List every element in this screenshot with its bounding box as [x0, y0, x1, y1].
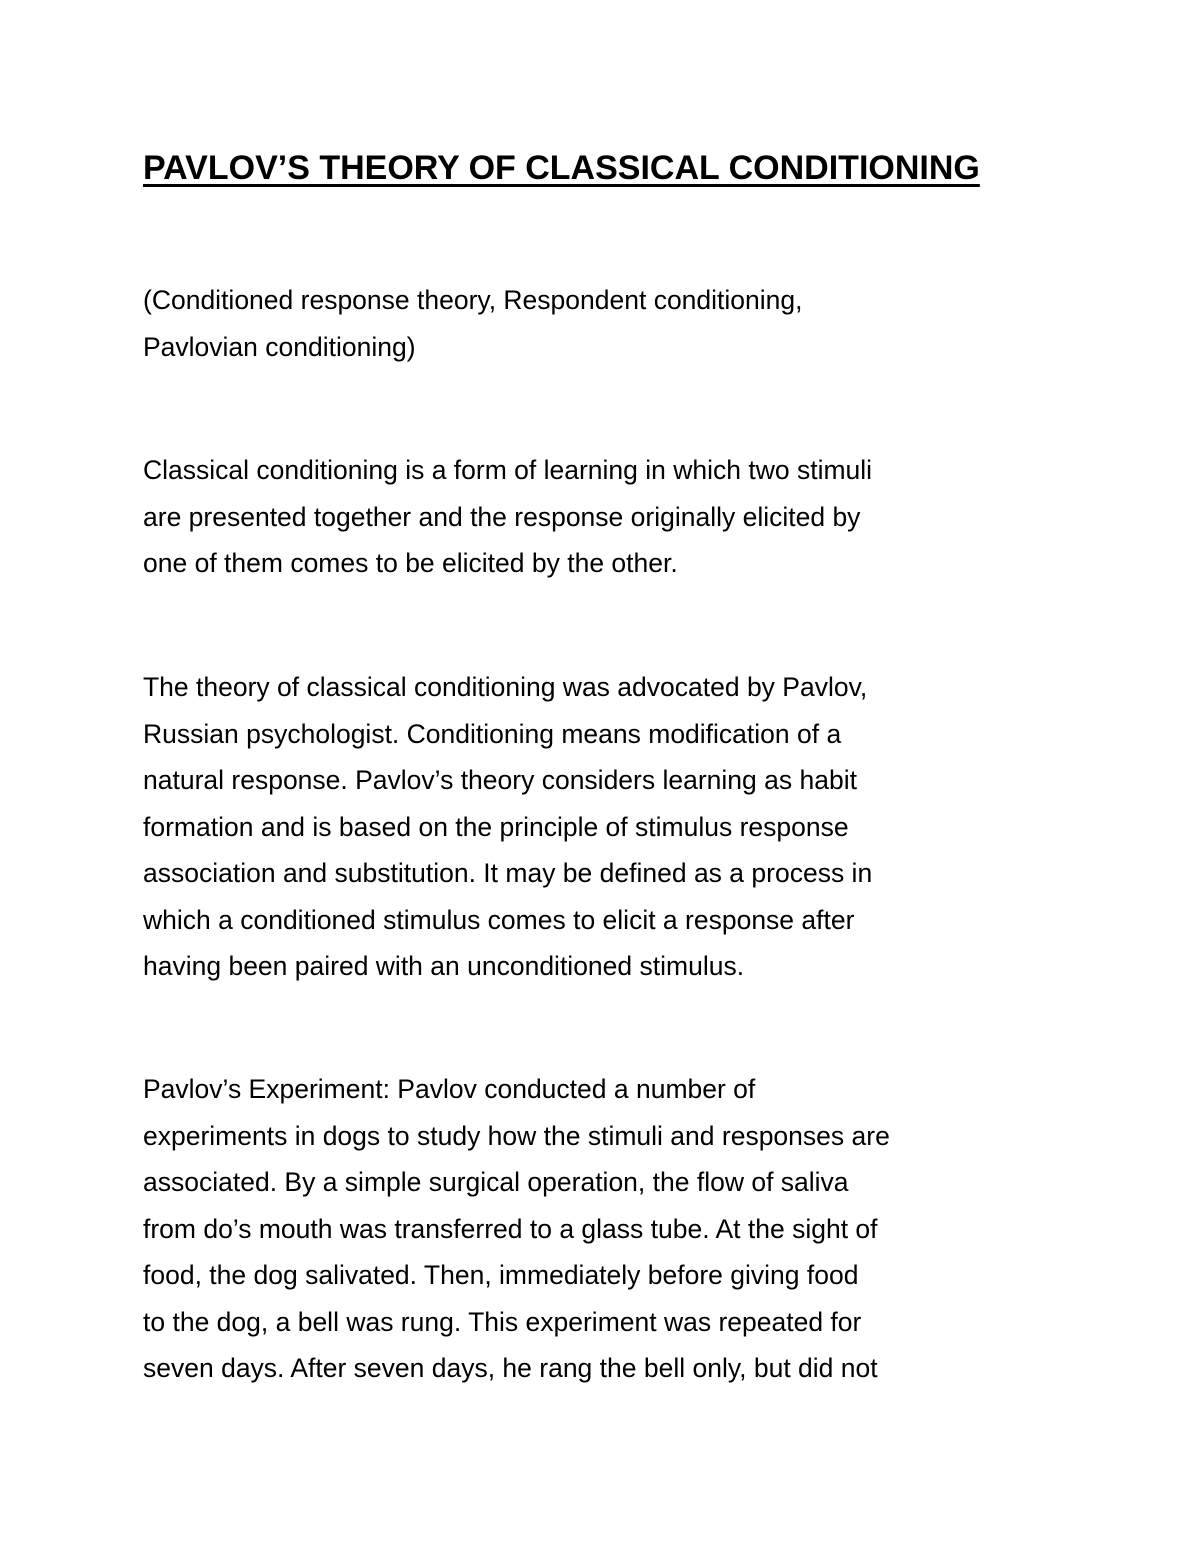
document-title: PAVLOV’S THEORY OF CLASSICAL CONDITIONING — [143, 149, 980, 187]
text-line: formation and is based on the principle of stimulus response — [143, 811, 849, 842]
text-line: to the dog, a bell was rung. This experiment was repeated for — [143, 1306, 862, 1337]
paragraph-definition — [143, 447, 1103, 587]
text-line: are presented together and the response originally elicited by — [143, 501, 861, 532]
text-line: experiments in dogs to study how the stimuli and responses are — [143, 1120, 890, 1151]
text-line: Russian psychologist. Conditioning means modification of a — [143, 718, 842, 749]
text-line: The theory of classical conditioning was advocated by Pavlov, — [143, 672, 868, 702]
text-line: food, the dog salivated. Then, immediately before giving food — [143, 1260, 859, 1290]
paragraph-experiment — [143, 1066, 1103, 1392]
text-line: seven days. After seven days, he rang the bell only, but did not — [143, 1353, 878, 1383]
text-line: Pavlovian conditioning) — [143, 331, 416, 362]
text-line: associated. By a simple surgical operation, the flow of saliva — [143, 1167, 849, 1197]
text-line: association and substitution. It may be defined as a process in — [143, 858, 873, 888]
text-line: Classical conditioning is a form of learning in which two stimuli — [143, 455, 873, 485]
text-line: having been paired with an unconditioned stimulus. — [143, 951, 745, 981]
text-line: one of them comes to be elicited by the other. — [143, 548, 678, 578]
text-line: which a conditioned stimulus comes to elicit a response after — [143, 904, 855, 935]
paragraph-theory — [143, 664, 1103, 990]
text-line: natural response. Pavlov’s theory considers learning as habit — [143, 765, 857, 795]
text-line: (Conditioned response theory, Respondent conditioning, — [143, 285, 803, 315]
text-line: Pavlov’s Experiment: Pavlov conducted a number of — [143, 1074, 756, 1104]
paragraph-alternate-names — [143, 277, 1103, 370]
text-line: from do’s mouth was transferred to a glass tube. At the sight of — [143, 1213, 878, 1244]
